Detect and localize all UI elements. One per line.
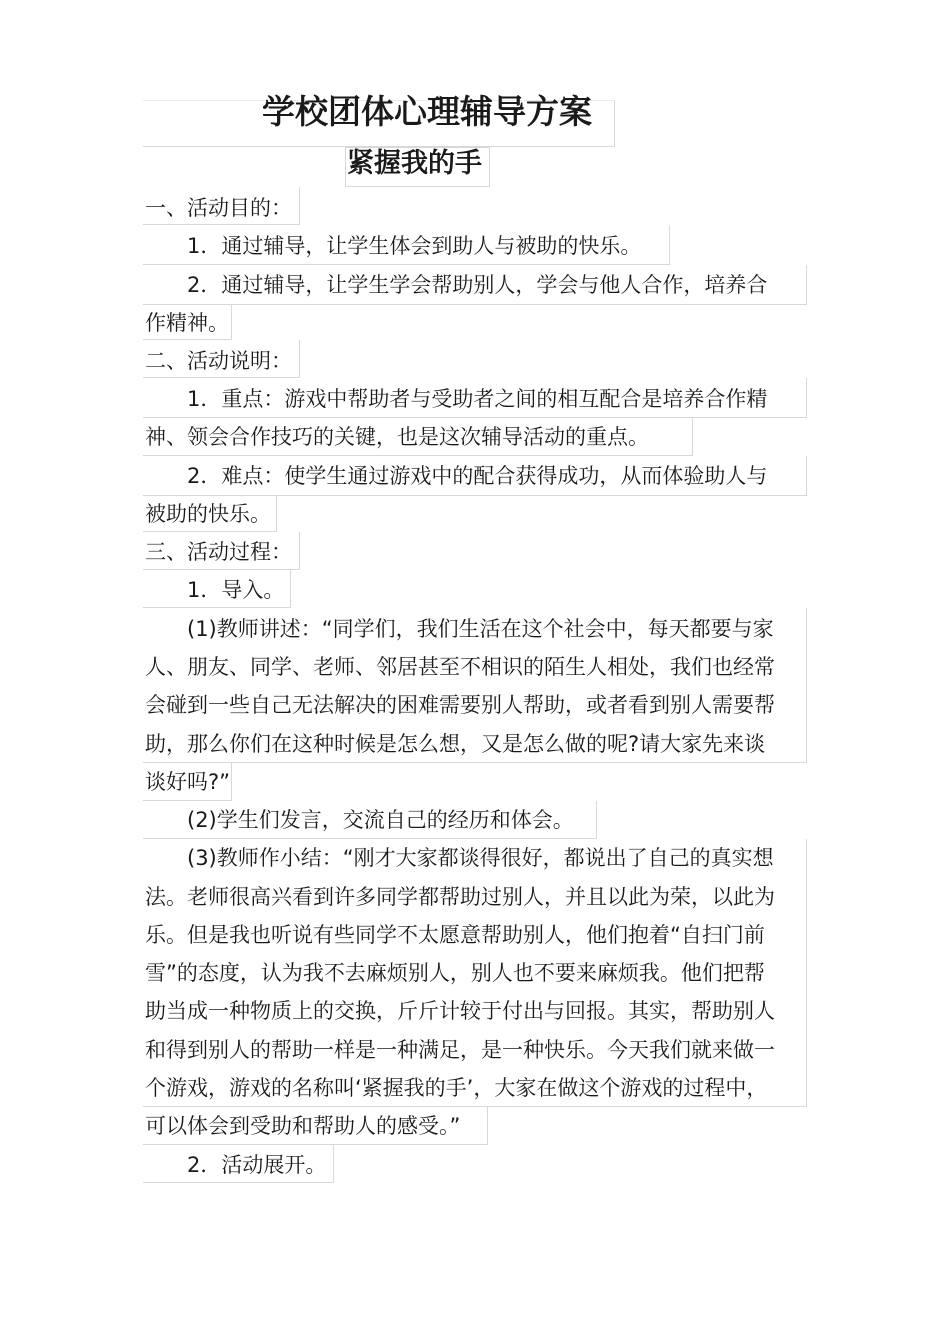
paragraph-line: 谈好吗?” bbox=[145, 770, 231, 794]
paragraph-line: 神、领会合作技巧的关键，也是这次辅导活动的重点。 bbox=[145, 425, 649, 449]
document-title: 学校团体心理辅导方案 bbox=[262, 92, 592, 131]
section-heading: 二、活动说明： bbox=[145, 349, 292, 373]
paragraph-line: (2)学生们发言，交流自己的经历和体会。 bbox=[187, 808, 574, 832]
paragraph-line: 助，那么你们在这种时候是怎么想，又是怎么做的呢?请大家先来谈 bbox=[145, 732, 766, 756]
document-subtitle: 紧握我的手 bbox=[347, 148, 482, 179]
paragraph-line: (1)教师讲述：“同学们，我们生活在这个社会中，每天都要与家 bbox=[187, 617, 774, 641]
paragraph-line: 人、朋友、同学、老师、邻居甚至不相识的陌生人相处，我们也经常 bbox=[145, 655, 775, 679]
paragraph-line: 雪”的态度，认为我不去麻烦别人，别人也不要来麻烦我。他们把帮 bbox=[145, 961, 765, 985]
paragraph-line: 乐。但是我也听说有些同学不太愿意帮助别人，他们抱着“自扫门前 bbox=[145, 923, 765, 947]
section-heading: 一、活动目的： bbox=[145, 196, 292, 220]
section-heading: 三、活动过程： bbox=[145, 540, 292, 564]
paragraph-line: 被助的快乐。 bbox=[145, 502, 271, 526]
paragraph-line: 1．导入。 bbox=[187, 578, 285, 602]
paragraph-line: 会碰到一些自己无法解决的困难需要别人帮助，或者看到别人需要帮 bbox=[145, 693, 775, 717]
paragraph-line: 2．活动展开。 bbox=[187, 1153, 327, 1177]
paragraph-line: 和得到别人的帮助一样是一种满足，是一种快乐。今天我们就来做一 bbox=[145, 1038, 775, 1062]
paragraph-line: 1．重点：游戏中帮助者与受助者之间的相互配合是培养合作精 bbox=[187, 387, 768, 411]
paragraph-line: 2．难点：使学生通过游戏中的配合获得成功，从而体验助人与 bbox=[187, 464, 768, 488]
paragraph-line: (3)教师作小结：“刚才大家都谈得很好，都说出了自己的真实想 bbox=[187, 846, 774, 870]
paragraph-line: 可以体会到受助和帮助人的感受。” bbox=[145, 1114, 461, 1138]
paragraph-line: 个游戏，游戏的名称叫‘紧握我的手’，大家在做这个游戏的过程中， bbox=[145, 1076, 768, 1100]
paragraph-line: 法。老师很高兴看到许多同学都帮助过别人，并且以此为荣，以此为 bbox=[145, 885, 775, 909]
paragraph-line: 1．通过辅导，让学生体会到助人与被助的快乐。 bbox=[187, 234, 642, 258]
paragraph-line: 助当成一种物质上的交换，斤斤计较于付出与回报。其实，帮助别人 bbox=[145, 999, 775, 1023]
paragraph-line: 2．通过辅导，让学生学会帮助别人，学会与他人合作，培养合 bbox=[187, 273, 768, 297]
paragraph-line: 作精神。 bbox=[145, 311, 229, 335]
